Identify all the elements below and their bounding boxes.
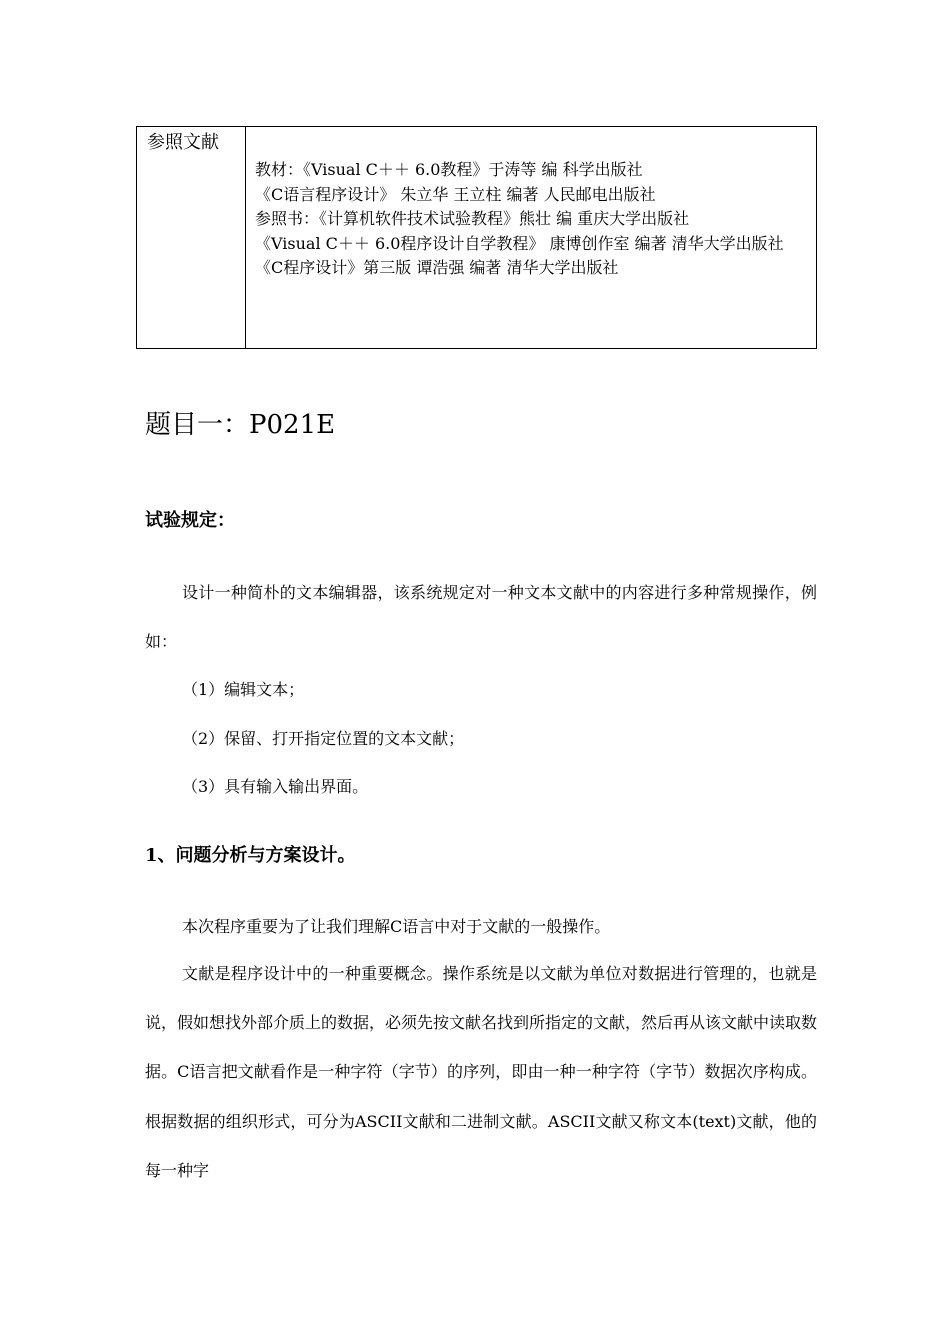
reference-item: 教材：《Visual C＋＋ 6.0教程》于涛等 编 科学出版社: [255, 160, 643, 179]
analysis-heading: 1、问题分析与方案设计。: [145, 845, 356, 866]
requirement-item: （3）具有输入输出界面。: [182, 777, 369, 796]
requirement-item: （2）保留、打开指定位置的文本文献；: [182, 729, 465, 748]
reference-table: [136, 126, 817, 349]
problem-title: 题目一：P021E: [145, 410, 336, 440]
reference-item: 参照书：《计算机软件技术试验教程》熊壮 编 重庆大学出版社: [255, 209, 690, 228]
reference-list: [255, 158, 810, 281]
requirements-intro: 设计一种简朴的文本编辑器，该系统规定对一种文本文献中的内容进行多种常规操作，例如：: [145, 583, 817, 652]
requirement-item: （1）编辑文本；: [182, 680, 305, 699]
reference-item: 《C语言程序设计》 朱立华 王立柱 编著 人民邮电出版社: [255, 184, 656, 204]
reference-item: 《C程序设计》第三版 谭浩强 编著 清华大学出版社: [255, 258, 619, 277]
requirements-heading: 试验规定：: [145, 510, 235, 531]
reference-item: 《Visual C＋＋ 6.0程序设计自学教程》 康博创作室 编著 清华大学出版社: [255, 233, 784, 253]
analysis-paragraph: 文献是程序设计中的一种重要概念。操作系统是以文献为单位对数据进行管理的，也就是说，假如想找外部介质上的数据，必须先按文献名找到所指定的文献，然后再从该文献中读取数据。C语言把文献看作是一种字符（字节）的序列，即由一种一种字符（字节）数据次序构成。根据数据的组织形式，可分为ASCII文献和二进制文献。ASCII文献又称文本(text)文献，他的每一种字: [145, 964, 818, 1180]
analysis-paragraph: 本次程序重要为了让我们理解C语言中对于文献的一般操作。: [182, 917, 611, 936]
reference-label: 参照文献: [137, 127, 246, 348]
